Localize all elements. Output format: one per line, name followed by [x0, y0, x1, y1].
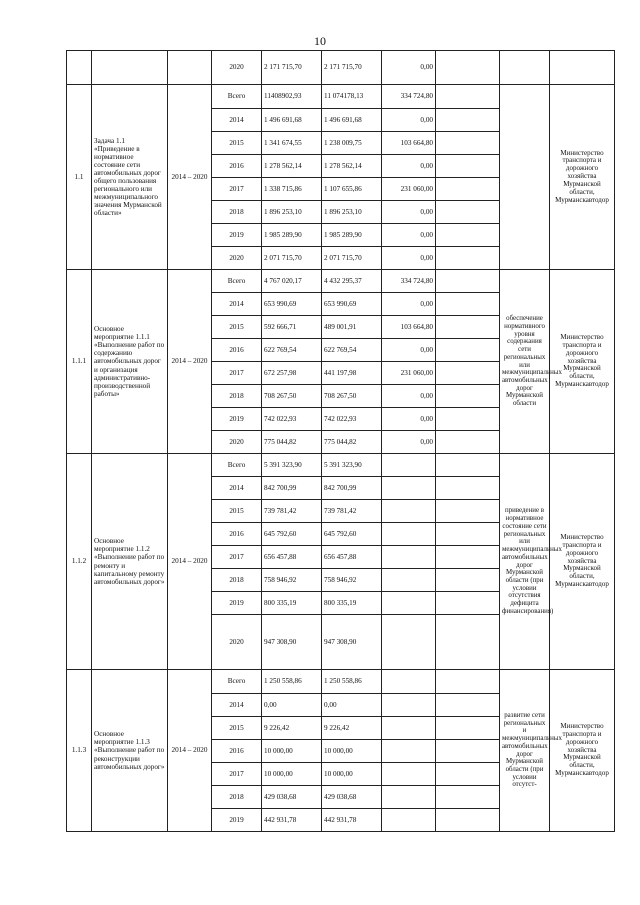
- cell-other: [382, 786, 436, 809]
- cell-year: 2017: [212, 178, 262, 201]
- cell-region: 1 985 289,90: [322, 224, 382, 247]
- cell-total: 742 022,93: [262, 408, 322, 431]
- cell-other: [382, 809, 436, 832]
- measures-table: [66, 50, 615, 832]
- cell-total: 656 457,88: [262, 546, 322, 569]
- cell-region: 1 238 009,75: [322, 132, 382, 155]
- cell-total: 10 000,00: [262, 763, 322, 786]
- cell-other: [382, 592, 436, 615]
- cell-region: 1 496 691,68: [322, 109, 382, 132]
- table-row: [67, 85, 615, 109]
- cell-region: 10 000,00: [322, 740, 382, 763]
- cell-region: 2 071 715,70: [322, 247, 382, 270]
- cell-blank: [436, 431, 500, 454]
- measure-result: [500, 85, 550, 270]
- cell-other: [382, 740, 436, 763]
- measure-executor: Министерство транспорта и дорожного хозяйства Мурманской области, Мурманскавтодор: [550, 454, 615, 670]
- cell-other: 0,00: [382, 408, 436, 431]
- cell-other: 0,00: [382, 224, 436, 247]
- cell-total: 5 391 323,90: [262, 454, 322, 477]
- cell-total: 9 226,42: [262, 717, 322, 740]
- cell-blank: [436, 809, 500, 832]
- cell-other: 0,00: [382, 431, 436, 454]
- cell-total: 708 267,50: [262, 385, 322, 408]
- cell-region: 5 391 323,90: [322, 454, 382, 477]
- cell-blank: [436, 362, 500, 385]
- cell-other: 0,00: [382, 109, 436, 132]
- cell-blank: [436, 109, 500, 132]
- cell-total: 442 931,78: [262, 809, 322, 832]
- table-row: [67, 270, 615, 293]
- measure-executor: Министерство транспорта и дорожного хозяйства Мурманской области, Мурманскавтодор: [550, 270, 615, 454]
- cell-blank: [436, 270, 500, 293]
- cell-other: [382, 763, 436, 786]
- measure-period: 2014 – 2020: [168, 85, 212, 270]
- measure-name: Задача 1.1 «Приведение в нормативное состояние сети автомобильных дорог общего пользования регионального или межмуниципального значения Мурманской области»: [92, 85, 168, 270]
- cell-year: 2017: [212, 763, 262, 786]
- cell-region: 1 107 655,86: [322, 178, 382, 201]
- cell-other: 0,00: [382, 201, 436, 224]
- cell-region: 10 000,00: [322, 763, 382, 786]
- cell-blank: [436, 546, 500, 569]
- cell-year: 2015: [212, 717, 262, 740]
- cell-region: 0,00: [322, 694, 382, 717]
- cell-total: 429 038,68: [262, 786, 322, 809]
- measure-period: 2014 – 2020: [168, 670, 212, 832]
- cell-other: 0,00: [382, 51, 436, 85]
- cell-blank: [436, 293, 500, 316]
- cell-blank: [436, 385, 500, 408]
- cell-year: 2018: [212, 569, 262, 592]
- page-number: 10: [314, 34, 326, 48]
- cell-region: 1 250 558,86: [322, 670, 382, 694]
- cell-region: 429 038,68: [322, 786, 382, 809]
- cell-other: 0,00: [382, 339, 436, 362]
- cell-total: 2 071 715,70: [262, 247, 322, 270]
- table-row: [67, 51, 615, 85]
- cell-blank: [436, 670, 500, 694]
- measure-result: обеспечение нормативного уровня содержания сети региональных или межмуниципальных автомобильных дорог Мурманской области: [500, 270, 550, 454]
- cell-year: 2018: [212, 385, 262, 408]
- cell-other: 0,00: [382, 247, 436, 270]
- cell-blank: [436, 477, 500, 500]
- cell-total: 672 257,98: [262, 362, 322, 385]
- cell-year: 2018: [212, 786, 262, 809]
- cell-year: 2014: [212, 293, 262, 316]
- cell-year: 2019: [212, 592, 262, 615]
- cell-year: 2017: [212, 362, 262, 385]
- measure-executor: Министерство транспорта и дорожного хозяйства Мурманской области, Мурманскавтодор: [550, 85, 615, 270]
- cell-total: 1 338 715,86: [262, 178, 322, 201]
- cell-year: 2014: [212, 694, 262, 717]
- cell-other: 334 724,80: [382, 270, 436, 293]
- cell-year: 2020: [212, 431, 262, 454]
- row-number: 1.1: [67, 85, 92, 270]
- cell-blank: [436, 155, 500, 178]
- cell-year: 2015: [212, 132, 262, 155]
- cell-other: [382, 569, 436, 592]
- cell-total: 842 700,99: [262, 477, 322, 500]
- cell-other: [382, 694, 436, 717]
- cell-total: 800 335,19: [262, 592, 322, 615]
- cell-blank: [436, 717, 500, 740]
- cell-total: 1 985 289,90: [262, 224, 322, 247]
- cell-year: 2017: [212, 546, 262, 569]
- cell-region: 842 700,99: [322, 477, 382, 500]
- cell-total: 4 767 020,17: [262, 270, 322, 293]
- cell-other: [382, 546, 436, 569]
- cell-other: 103 664,80: [382, 316, 436, 339]
- cell-region: 800 335,19: [322, 592, 382, 615]
- cell-result: [500, 51, 550, 85]
- cell-other: 231 060,00: [382, 178, 436, 201]
- row-number: 1.1.2: [67, 454, 92, 670]
- cell-blank: [436, 454, 500, 477]
- cell-other: [382, 717, 436, 740]
- cell-other: [382, 615, 436, 670]
- cell-region: 742 022,93: [322, 408, 382, 431]
- cell-blank: [436, 740, 500, 763]
- cell-other: 0,00: [382, 293, 436, 316]
- cell-region: 1 896 253,10: [322, 201, 382, 224]
- cell-year: 2019: [212, 809, 262, 832]
- cell-total: 1 250 558,86: [262, 670, 322, 694]
- measure-name: Основное мероприятие 1.1.3 «Выполнение работ по реконструкции автомобильных дорог»: [92, 670, 168, 832]
- cell-region: 622 769,54: [322, 339, 382, 362]
- cell-year: Всего: [212, 670, 262, 694]
- cell-year: 2014: [212, 109, 262, 132]
- cell-year: 2020: [212, 615, 262, 670]
- cell-year: 2016: [212, 339, 262, 362]
- cell-total: 1 341 674,55: [262, 132, 322, 155]
- cell-region: 947 308,90: [322, 615, 382, 670]
- cell-period: [168, 51, 212, 85]
- cell-other: 334 724,80: [382, 85, 436, 109]
- cell-year: 2018: [212, 201, 262, 224]
- cell-total: 1 896 253,10: [262, 201, 322, 224]
- cell-total: 739 781,42: [262, 500, 322, 523]
- cell-region: 708 267,50: [322, 385, 382, 408]
- cell-year: 2016: [212, 523, 262, 546]
- cell-region: 758 946,92: [322, 569, 382, 592]
- cell-executor: [550, 51, 615, 85]
- cell-total: 622 769,54: [262, 339, 322, 362]
- cell-blank: [436, 523, 500, 546]
- cell-total: 1 496 691,68: [262, 109, 322, 132]
- cell-region: 9 226,42: [322, 717, 382, 740]
- cell-other: [382, 523, 436, 546]
- cell-blank: [436, 178, 500, 201]
- cell-region: 489 001,91: [322, 316, 382, 339]
- cell-blank: [436, 132, 500, 155]
- cell-total: 10 000,00: [262, 740, 322, 763]
- cell-region: 11 074178,13: [322, 85, 382, 109]
- cell-year: 2019: [212, 224, 262, 247]
- cell-blank: [436, 316, 500, 339]
- cell-region: 645 792,60: [322, 523, 382, 546]
- cell-total: 2 171 715,70: [262, 51, 322, 85]
- cell-year: 2020: [212, 247, 262, 270]
- measure-name: Основное мероприятие 1.1.1 «Выполнение работ по содержанию автомобильных дорог и организация административно-производственной работы»: [92, 270, 168, 454]
- cell-blank: [436, 786, 500, 809]
- measure-name: Основное мероприятие 1.1.2 «Выполнение работ по ремонту и капитальному ремонту автомобильных дорог»: [92, 454, 168, 670]
- cell-total: 11408902,93: [262, 85, 322, 109]
- cell-region: 653 990,69: [322, 293, 382, 316]
- cell-year: 2019: [212, 408, 262, 431]
- cell-blank: [436, 85, 500, 109]
- cell-region: 441 197,98: [322, 362, 382, 385]
- cell-other: 231 060,00: [382, 362, 436, 385]
- measure-period: 2014 – 2020: [168, 454, 212, 670]
- cell-blank: [436, 224, 500, 247]
- cell-other: 103 664,80: [382, 132, 436, 155]
- cell-region: 739 781,42: [322, 500, 382, 523]
- cell-total: 645 792,60: [262, 523, 322, 546]
- cell-other: [382, 477, 436, 500]
- cell-year: Всего: [212, 85, 262, 109]
- cell-total: 758 946,92: [262, 569, 322, 592]
- cell-blank: [436, 763, 500, 786]
- cell-blank: [436, 592, 500, 615]
- cell-other: [382, 454, 436, 477]
- cell-blank: [436, 247, 500, 270]
- cell-region: 442 931,78: [322, 809, 382, 832]
- cell-region: 656 457,88: [322, 546, 382, 569]
- measure-period: 2014 – 2020: [168, 270, 212, 454]
- cell-year: Всего: [212, 270, 262, 293]
- cell-region: 775 044,82: [322, 431, 382, 454]
- cell-blank: [436, 51, 500, 85]
- table-row: [67, 454, 615, 477]
- cell-year: Всего: [212, 454, 262, 477]
- cell-total: 653 990,69: [262, 293, 322, 316]
- cell-other: 0,00: [382, 155, 436, 178]
- cell-total: 592 666,71: [262, 316, 322, 339]
- cell-total: 0,00: [262, 694, 322, 717]
- cell-blank: [436, 615, 500, 670]
- measure-result: приведение в нормативное состояние сети региональных или межмуниципальных автомобильных дорог Мурманской области (при условии отсутствия дефицита финансирования): [500, 454, 550, 670]
- cell-total: 775 044,82: [262, 431, 322, 454]
- measure-executor: Министерство транспорта и дорожного хозяйства Мурманской области, Мурманскавтодор: [550, 670, 615, 832]
- cell-total: 1 278 562,14: [262, 155, 322, 178]
- row-number: 1.1.3: [67, 670, 92, 832]
- cell-year: 2016: [212, 740, 262, 763]
- cell-blank: [436, 694, 500, 717]
- row-number: 1.1.1: [67, 270, 92, 454]
- cell-blank: [436, 500, 500, 523]
- cell-name: [92, 51, 168, 85]
- cell-year: 2014: [212, 477, 262, 500]
- cell-year: 2015: [212, 316, 262, 339]
- cell-year: 2016: [212, 155, 262, 178]
- table-row: [67, 670, 615, 694]
- cell-other: [382, 670, 436, 694]
- cell-blank: [436, 201, 500, 224]
- cell-other: [382, 500, 436, 523]
- cell-year: 2020: [212, 51, 262, 85]
- measure-result: развитие сети региональных и межмуниципальных автомобильных дорог Мурманской области (при условии отсутст-: [500, 670, 550, 832]
- cell-year: 2015: [212, 500, 262, 523]
- cell-blank: [436, 408, 500, 431]
- cell-region: 1 278 562,14: [322, 155, 382, 178]
- cell-other: 0,00: [382, 385, 436, 408]
- cell-num: [67, 51, 92, 85]
- cell-region: 2 171 715,70: [322, 51, 382, 85]
- cell-region: 4 432 295,37: [322, 270, 382, 293]
- cell-blank: [436, 339, 500, 362]
- cell-blank: [436, 569, 500, 592]
- cell-total: 947 308,90: [262, 615, 322, 670]
